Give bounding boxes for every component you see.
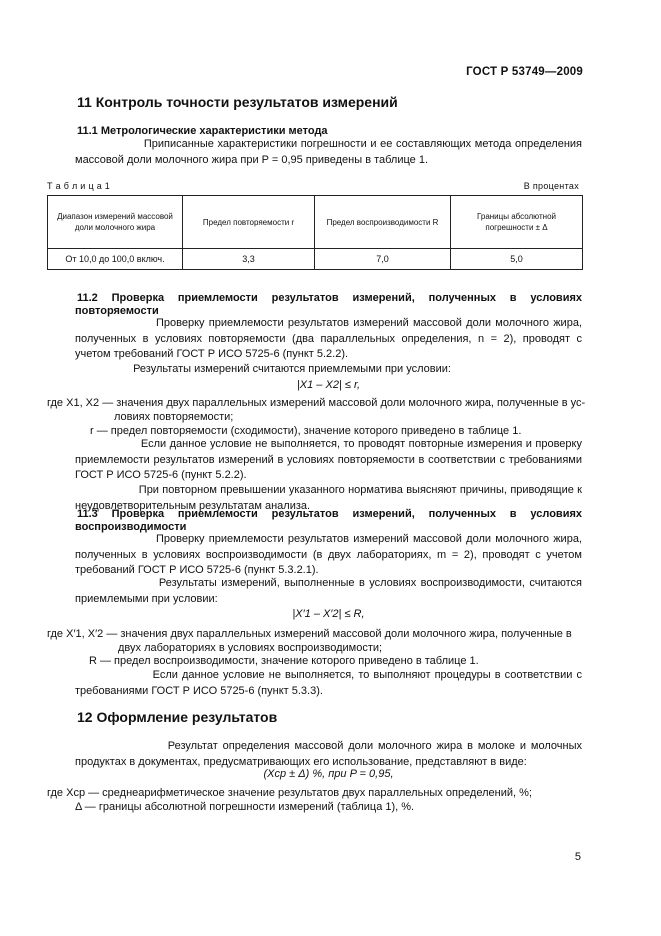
section-11-3-title-a: 11.3 Проверка приемлемости результатов измерений, полученных в условиях (77, 508, 582, 520)
formula-repeatability: |X1 – X2| ≤ r, (296, 379, 361, 391)
section-11-2-p4: При повторном превышении указанного норматива выясняют причины, приводящие к неудовлетворительным результатам анализа. (75, 484, 582, 512)
section-12-title: 12 Оформление результатов (77, 709, 278, 725)
section-11-3-p3: Если данное условие не выполняется, то выполняют процедуры в соответствии с требованиями ГОСТ Р ИСО 5725-6 (пункт 5.3.3). (75, 669, 582, 697)
header-reproducibility: Предел воспроизводимости R (315, 196, 451, 249)
section-11-2-p1: Проверку приемлемости результатов измерений массовой доли молочного жира, полученных в условиях повторяемости (два параллельных определения, n = 2), проводят с учетом требований ГОСТ Р ИСО 5725-6 (пункт 5.2.2). (75, 317, 582, 360)
section-11-2-p3: Если данное условие не выполняется, то проводят повторные измерения и проверку приемлемости результатов измерений в условиях повторяемости в соответствии с требованиями ГОСТ Р ИСО 5725-6 (пункт 5.2.2). (75, 438, 582, 481)
header-repeatability: Предел повторяемости r (183, 196, 315, 249)
header-range: Диапазон измерений массовой доли молочного жира (48, 196, 183, 249)
standard-number: ГОСТ Р 53749—2009 (466, 66, 583, 78)
where-x1x2-b: ловиях повторяемости; (114, 411, 234, 423)
section-11-3-p1: Проверку приемлемости результатов измерений массовой доли молочного жира, полученных в условиях воспроизводимости (в двух лабораториях, m = 2), проводят с учетом требований ГОСТ Р ИСО 5725-6 (пункт 5.3.2.1). (75, 533, 582, 576)
page-number: 5 (574, 851, 581, 863)
section-11-3-p2: Результаты измерений, выполненные в условиях воспроизводимости, считаются приемлемыми при условии: (75, 577, 582, 605)
cell-r: 3,3 (183, 249, 315, 270)
cell-delta: 5,0 (451, 249, 583, 270)
section-11-1-text: Приписанные характеристики погрешности и ее составляющих метода определения массовой доли молочного жира при P = 0,95 приведены в таблице 1. (75, 138, 582, 166)
header-error: Границы абсолютной погрешности ± Δ (451, 196, 583, 249)
where-r: r — предел повторяемости (сходимости), значение которого приведено в таблице 1. (90, 425, 522, 437)
section-11-1-title: 11.1 Метрологические характеристики метода (77, 125, 328, 137)
where-x1x2-prime-b: двух лабораториях в условиях воспроизводимости; (118, 642, 383, 654)
cell-R: 7,0 (315, 249, 451, 270)
where-delta: Δ — границы абсолютной погрешности измерений (таблица 1), %. (75, 801, 415, 813)
table-caption: Т а б л и ц а 1 (47, 181, 111, 191)
cell-range: От 10,0 до 100,0 включ. (48, 249, 183, 270)
section-11-2-title-b: повторяемости (75, 305, 159, 317)
where-R: R — предел воспроизводимости, значение которого приведено в таблице 1. (89, 655, 479, 667)
section-11-title: 11 Контроль точности результатов измерений (77, 94, 398, 110)
formula-result: (Xср ± Δ) %, при P = 0,95, (263, 768, 394, 780)
formula-reproducibility: |X′1 – X′2| ≤ R, (292, 608, 365, 620)
section-11-2-title-a: 11.2 Проверка приемлемости результатов измерений, полученных в условиях (77, 292, 582, 304)
where-x1x2-a: где X1, X2 — значения двух параллельных измерений массовой доли молочного жира, полученные в ус- (47, 397, 586, 409)
table-units: В процентах (523, 181, 579, 191)
where-xcp: где Xср — среднеарифметическое значение результатов двух параллельных определений, %; (47, 787, 532, 799)
section-11-3-title-b: воспроизводимости (75, 521, 187, 533)
table-1 (47, 195, 583, 270)
section-12-p1: Результат определения массовой доли молочного жира в молоке и молочных продуктах в документах, предусматривающих его использование, представляют в виде: (75, 740, 582, 768)
where-x1x2-prime-a: где X′1, X′2 — значения двух параллельных измерений массовой доли молочного жира, полученные в (47, 628, 572, 640)
section-11-2-p2: Результаты измерений считаются приемлемыми при условии: (133, 363, 451, 375)
